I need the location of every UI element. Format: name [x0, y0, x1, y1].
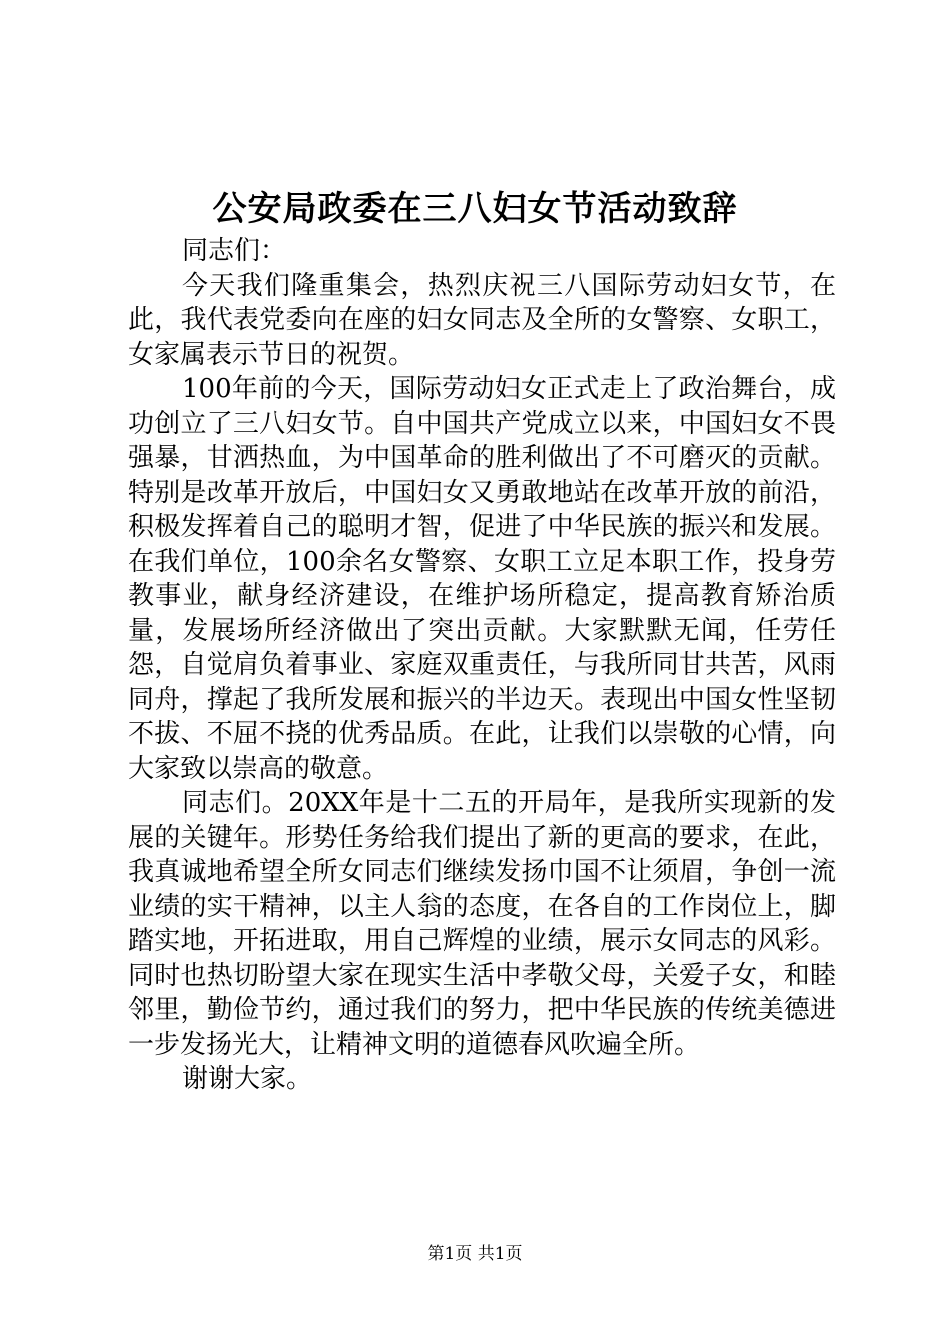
- paragraph-2: 100年前的今天，国际劳动妇女正式走上了政治舞台，成功创立了三八妇女节。自中国共产党成立以来，中国妇女不畏强暴，甘洒热血，为中国革命的胜利做出了不可磨灭的贡献。特别是改革开放后，中国妇女又勇敢地站在改革开放的前沿，积极发挥着自己的聪明才智，促进了中华民族的振兴和发展。在我们单位，100余名女警察、女职工立足本职工作，投身劳教事业，献身经济建设，在维护场所稳定，提高教育矫治质量，发展场所经济做出了突出贡献。大家默默无闻，任劳任怨，自觉肩负着事业、家庭双重责任，与我所同甘共苦，风雨同舟，撑起了我所发展和振兴的半边天。表现出中国女性坚韧不拔、不屈不挠的优秀品质。在此，让我们以崇敬的心情，向大家致以崇高的敬意。: [128, 374, 836, 784]
- paragraph-3: 同志们。20XX年是十二五的开局年，是我所实现新的发展的关键年。形势任务给我们提出了新的更高的要求，在此，我真诚地希望全所女同志们继续发扬巾国不让须眉，争创一流业绩的实干精神，以主人翁的态度，在各自的工作岗位上，脚踏实地，开拓进取，用自己辉煌的业绩，展示女同志的风彩。同时也热切盼望大家在现实生活中孝敬父母，关爱子女，和睦邻里，勤俭节约，通过我们的努力，把中华民族的传统美德进一步发扬光大，让精神文明的道德春风吹遍全所。: [128, 788, 836, 1060]
- page-number-footer: 第1页 共1页: [427, 1244, 523, 1264]
- document-body: [128, 234, 836, 1097]
- salutation: 同志们：: [182, 236, 287, 266]
- document-title: 公安局政委在三八妇女节活动致辞: [212, 189, 738, 229]
- paragraph-1: 今天我们隆重集会，热烈庆祝三八国际劳动妇女节，在此，我代表党委向在座的妇女同志及全所的女警察、女职工，女家属表示节日的祝贺。: [128, 270, 836, 370]
- closing: 谢谢大家。: [182, 1064, 313, 1094]
